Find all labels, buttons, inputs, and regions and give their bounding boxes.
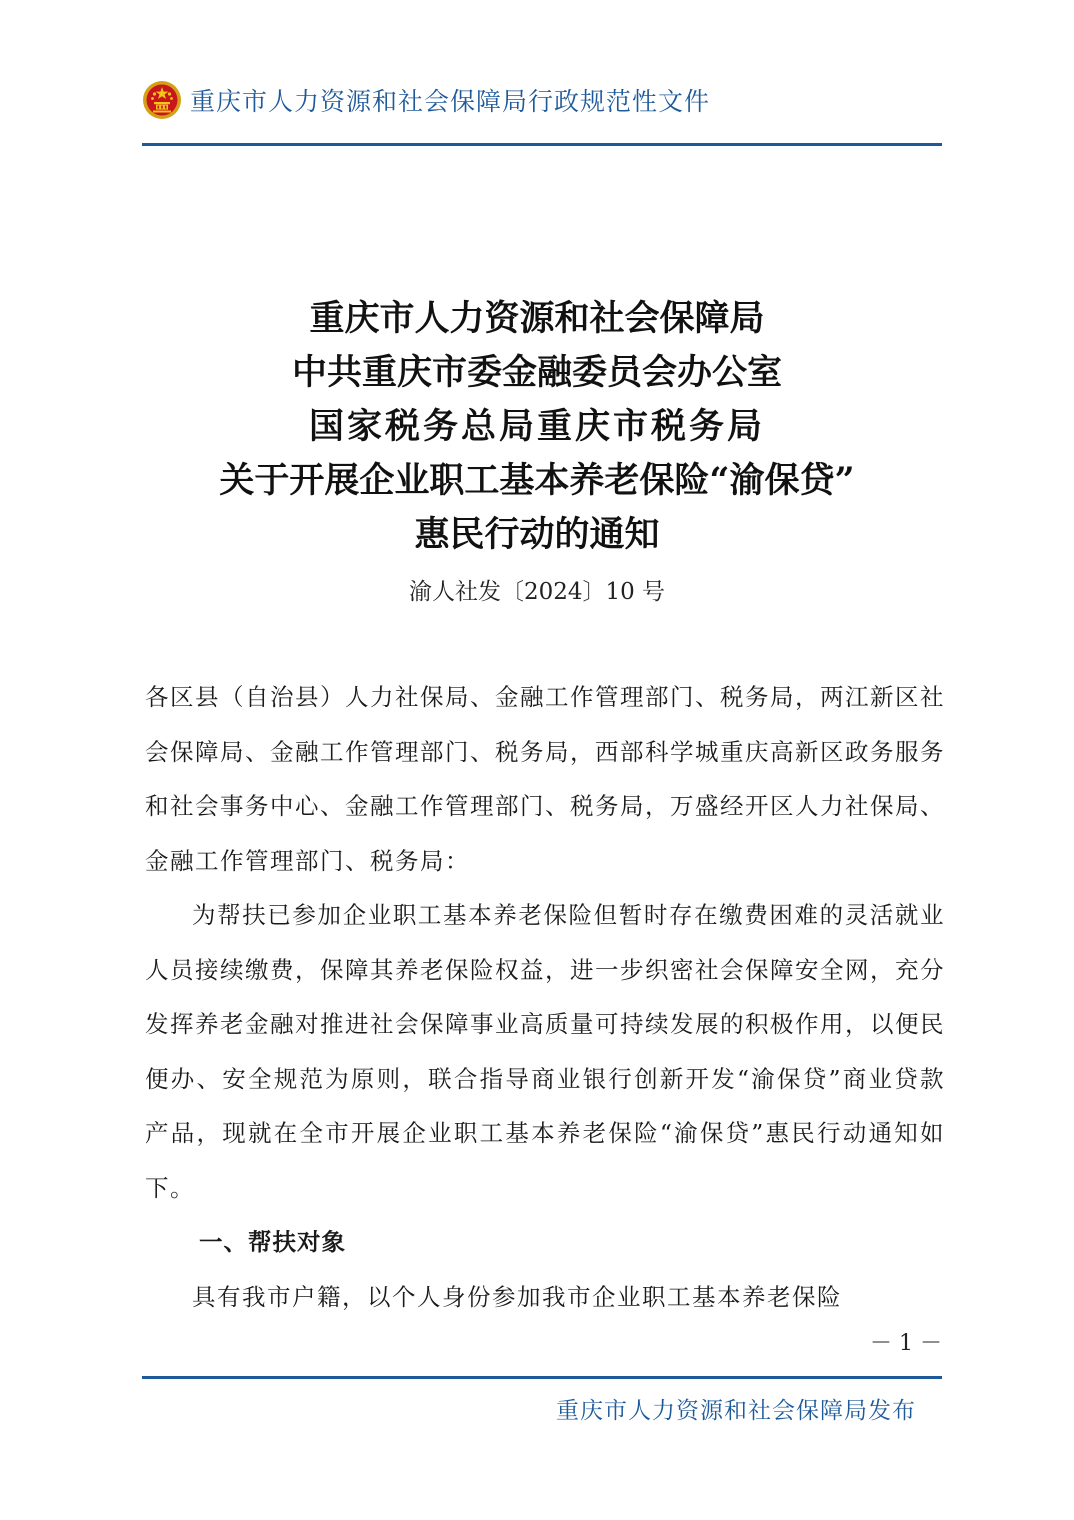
- document-body: [145, 670, 945, 1324]
- national-emblem-icon: [142, 80, 182, 120]
- intro-paragraph: 为帮扶已参加企业职工基本养老保险但暂时存在缴费困难的灵活就业人员接续缴费，保障其养老保险权益，进一步织密社会保障安全网，充分发挥养老金融对推进社会保障事业高质量可持续发展的积极作用，以便民便办、安全规范为原则，联合指导商业银行创新开发“渝保贷”商业贷款产品，现就在全市开展企业职工基本养老保险“渝保贷”惠民行动通知如下。: [145, 901, 945, 1202]
- section-heading-1: 一、帮扶对象: [199, 1228, 347, 1256]
- footer-divider: [142, 1376, 942, 1379]
- document-number: 渝人社发〔2024〕10 号: [408, 579, 666, 605]
- issuer-2: 中共重庆市委金融委员会办公室: [291, 352, 782, 393]
- document-title-block: [0, 292, 1074, 612]
- section-1-paragraph: 具有我市户籍，以个人身份参加我市企业职工基本养老保险: [192, 1282, 842, 1311]
- notice-title-line-2: 惠民行动的通知: [414, 514, 660, 555]
- addressees-paragraph: 各区县（自治县）人力社保局、金融工作管理部门、税务局，两江新区社会保障局、金融工作管理部门、税务局，西部科学城重庆高新区政务服务和社会事务中心、金融工作管理部门、税务局，万盛经开区人力社保局、金融工作管理部门、税务局：: [145, 683, 945, 875]
- page-number: － 1 －: [870, 1331, 942, 1356]
- issuer-1: 重庆市人力资源和社会保障局: [309, 298, 765, 339]
- header-title: 重庆市人力资源和社会保障局行政规范性文件: [190, 87, 711, 116]
- footer-publisher: 重庆市人力资源和社会保障局发布: [556, 1398, 916, 1424]
- header-divider: [142, 143, 942, 146]
- issuer-3: 国家税务总局重庆市税务局: [308, 406, 765, 447]
- document-header: [142, 72, 942, 128]
- notice-title-line-1: 关于开展企业职工基本养老保险“渝保贷”: [219, 460, 855, 501]
